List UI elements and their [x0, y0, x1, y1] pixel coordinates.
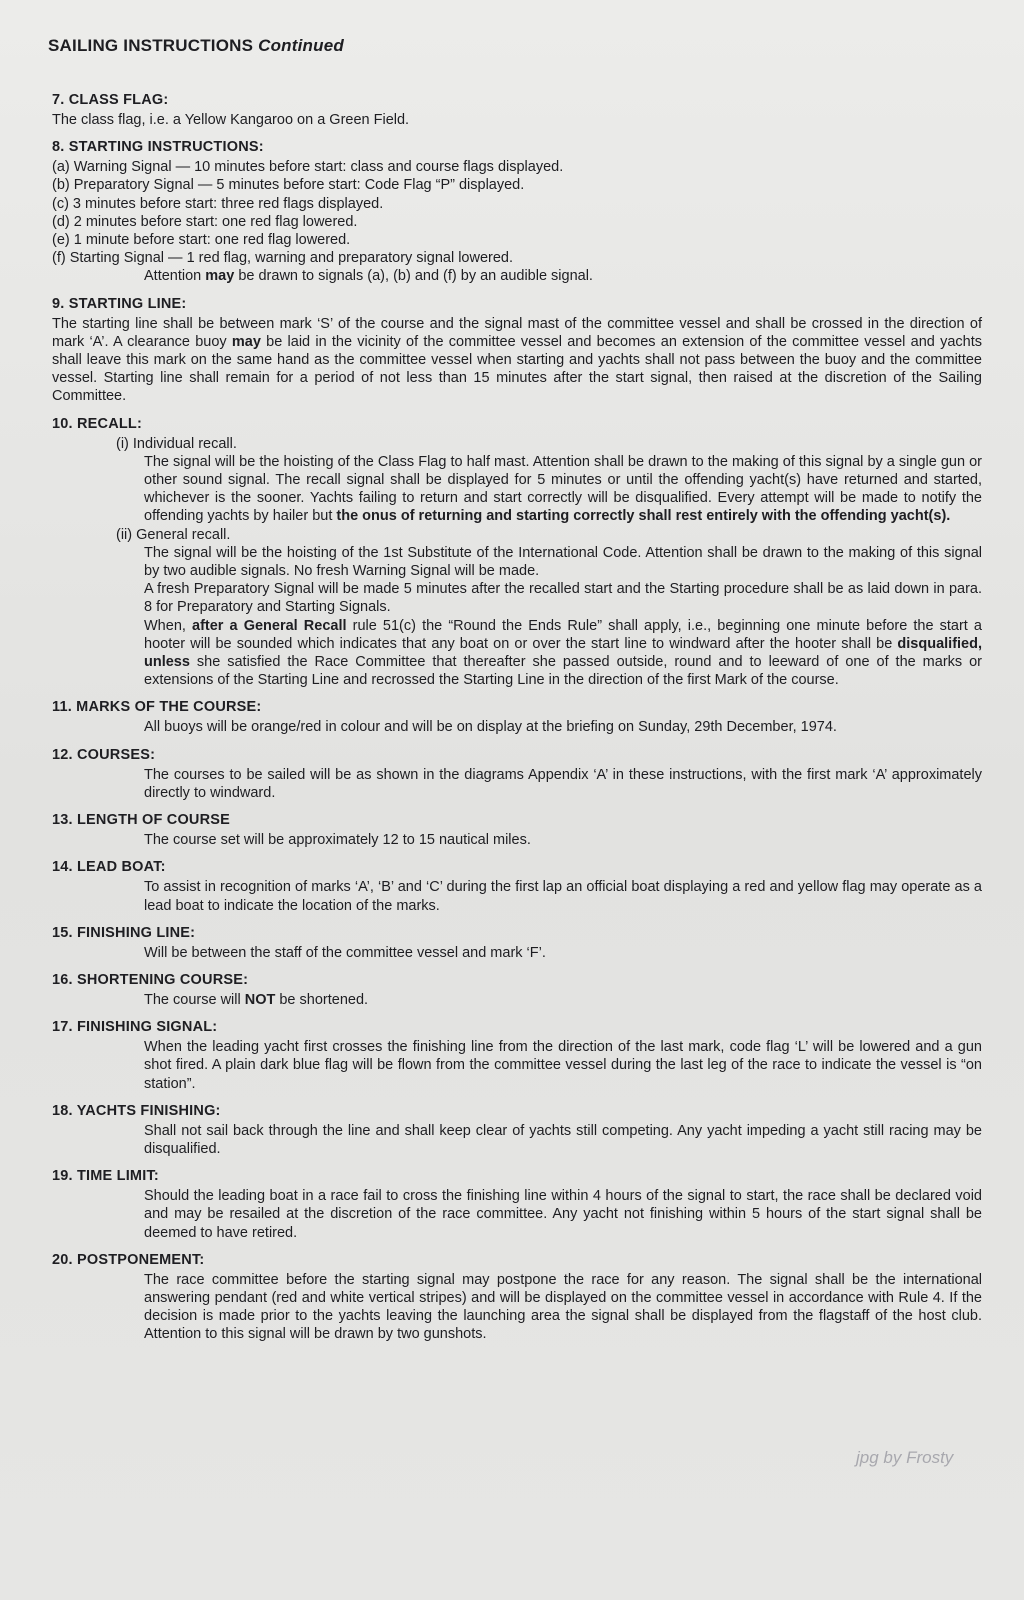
section-shortening-course [52, 972, 982, 1009]
section-heading: 7. CLASS FLAG: [52, 92, 169, 108]
title-continued: Continued [258, 36, 344, 55]
section-text: The class flag, i.e. a Yellow Kangaroo on a Green Field. [52, 112, 410, 128]
watermark: jpg by Frosty [856, 1448, 954, 1467]
section-lead-boat [52, 859, 982, 914]
general-recall-text-3 [144, 617, 982, 690]
section-heading: 8. STARTING INSTRUCTIONS: [52, 139, 264, 156]
section-text [144, 991, 982, 1009]
section-yachts-finishing [52, 1103, 982, 1158]
title-text: SAILING INSTRUCTIONS [48, 36, 254, 55]
section-text: The course set will be approximately 12 to 15 nautical miles. [144, 832, 531, 849]
section-postponement [52, 1252, 982, 1344]
text-emphasis: the onus of returning and starting correctly shall rest entirely with the offending yacht(s). [336, 508, 951, 525]
section-text: The race committee before the starting signal may postpone the race for any reason. The signal shall be the international answering pendant (red and white vertical stripes) and will be displayed on the committee vessel in accordance with Rule 4. If the decision is made prior to the yachts leaving the launching area the signal shall be displayed from the flagstaff of the host club. Attention to this signal will be drawn by two gunshots. [144, 1271, 982, 1343]
section-heading: 18. YACHTS FINISHING: [52, 1102, 221, 1119]
section-heading: 11. MARKS OF THE COURSE: [52, 699, 262, 716]
text-emphasis: may [231, 333, 261, 350]
general-recall-text-1: The signal will be the hoisting of the 1st Substitute of the International Code. Attention shall be drawn to the making of this signal by two audible signals. No fresh Warning Signal will be made. [144, 544, 982, 580]
text-part: The starting line shall be between mark ‘S’ of the course and the signal mast of the committee vessel and shall be crossed in the direction of mark ‘A’. A clearance buoy [52, 315, 982, 350]
instruction-b: (b) Preparatory Signal — 5 minutes before start: Code Flag “P” displayed. [52, 177, 525, 194]
note-text: Attention [144, 268, 206, 285]
section-heading: 17. FINISHING SIGNAL: [52, 1019, 218, 1036]
text-part: she satisfied the Race Committee that thereafter she passed outside, round and to leeward of one of the marks or extensions of the Starting Line and recrossed the Starting Line in the direction of the first Mark of the course. [144, 654, 982, 689]
audible-signal-note [144, 267, 982, 285]
section-finishing-line [52, 925, 982, 962]
text-part: The course will [144, 991, 245, 1008]
section-text: To assist in recognition of marks ‘A’, ‘B’ and ‘C’ during the first lap an official boat displaying a red and yellow flag may operate as a lead boat to indicate the location of the marks. [144, 879, 982, 914]
page-title [48, 36, 344, 56]
instruction-a: (a) Warning Signal — 10 minutes before start: class and course flags displayed. [52, 159, 564, 176]
section-recall [52, 416, 982, 690]
note-emphasis: may [205, 268, 235, 285]
section-text: The courses to be sailed will be as shown in the diagrams Appendix ‘A’ in these instructions, with the first mark ‘A’ approximately directly to windward. [144, 766, 982, 801]
section-heading: 19. TIME LIMIT: [52, 1168, 159, 1185]
section-courses [52, 747, 982, 802]
section-heading: 12. COURSES: [52, 746, 156, 763]
text-emphasis: disqualified, unless [144, 635, 982, 671]
section-heading: 13. LENGTH OF COURSE [52, 812, 231, 829]
text-emphasis: after a General Recall [192, 617, 347, 634]
text-part: be laid in the vicinity of the committee vessel and becomes an extension of the committee vessel and yachts shall leave this mark on the same hand as the committee vessel when starting and yachts shall not pass between the buoy and the committee vessel. Starting line shall remain for a period of not less than 15 minutes after the start signal, then raised at the discretion of the Sailing Committee. [52, 333, 982, 405]
section-time-limit [52, 1168, 982, 1242]
sections [52, 92, 982, 1354]
section-starting-line [52, 296, 982, 406]
instruction-f: (f) Starting Signal — 1 red flag, warning and preparatory signal lowered. [52, 250, 514, 267]
text-part: be shortened. [275, 991, 369, 1008]
section-text: When the leading yacht first crosses the finishing line from the direction of the last mark, code flag ‘L’ will be lowered and a gun shot fired. A plain dark blue flag will be flown from the committee vessel during the last leg of the race to indicate the vessel is “on station”. [144, 1039, 982, 1092]
section-heading: 16. SHORTENING COURSE: [52, 971, 249, 988]
section-heading: 14. LEAD BOAT: [52, 859, 166, 876]
section-heading: 10. RECALL: [52, 415, 143, 432]
instruction-c: (c) 3 minutes before start: three red flags displayed. [52, 195, 384, 212]
section-text: Will be between the staff of the committee vessel and mark ‘F’. [144, 944, 546, 961]
section-heading: 15. FINISHING LINE: [52, 924, 196, 941]
general-recall-text-2: A fresh Preparatory Signal will be made 5 minutes after the recalled start and the Starting procedure shall be as laid down in para. 8 for Preparatory and Starting Signals. [144, 581, 982, 616]
instruction-e: (e) 1 minute before start: one red flag lowered. [52, 232, 351, 249]
section-starting-instructions [52, 139, 982, 285]
section-class-flag [52, 92, 982, 129]
section-heading: 20. POSTPONEMENT: [52, 1251, 205, 1268]
note-text: be drawn to signals (a), (b) and (f) by an audible signal. [234, 268, 593, 285]
general-recall-label: (ii) General recall. [116, 526, 231, 543]
section-text: All buoys will be orange/red in colour and will be on display at the briefing on Sunday, 29th December, 1974. [144, 719, 837, 736]
text-part: The signal will be the hoisting of the Class Flag to half mast. Attention shall be drawn to the making of this signal by a single gun or other sound signal. The recall signal shall be displayed for 5 minutes or until the offending yacht(s) have returned and started, whichever is the sooner. Yachts failing to return and start correctly will be disqualified. Every attempt will be made to notify the offending yachts by hailer but [144, 453, 982, 525]
individual-recall-label: (i) Individual recall. [116, 435, 237, 452]
instruction-d: (d) 2 minutes before start: one red flag lowered. [52, 213, 358, 230]
section-text: Shall not sail back through the line and shall keep clear of yachts still competing. Any yacht impeding a yacht still racing may be disqualified. [144, 1122, 982, 1157]
text-part: When, [144, 617, 193, 634]
section-heading: 9. STARTING LINE: [52, 295, 187, 312]
section-length-of-course [52, 812, 982, 849]
section-finishing-signal [52, 1019, 982, 1093]
section-text: Should the leading boat in a race fail to cross the finishing line within 4 hours of the signal to start, the race shall be declared void and may be resailed at the discretion of the race committee. Any yacht not finishing within 5 hours of the start signal shall be deemed to have retired. [144, 1188, 982, 1241]
text-part: rule 51(c) the “Round the Ends Rule” shall apply, i.e., beginning one minute before the start a hooter will be sounded which indicates that any boat on or over the start line to windward after the hooter shall be [144, 617, 982, 652]
section-marks-of-course [52, 699, 982, 736]
section-text [52, 315, 982, 406]
text-emphasis: NOT [244, 991, 276, 1008]
individual-recall-text [144, 453, 982, 526]
